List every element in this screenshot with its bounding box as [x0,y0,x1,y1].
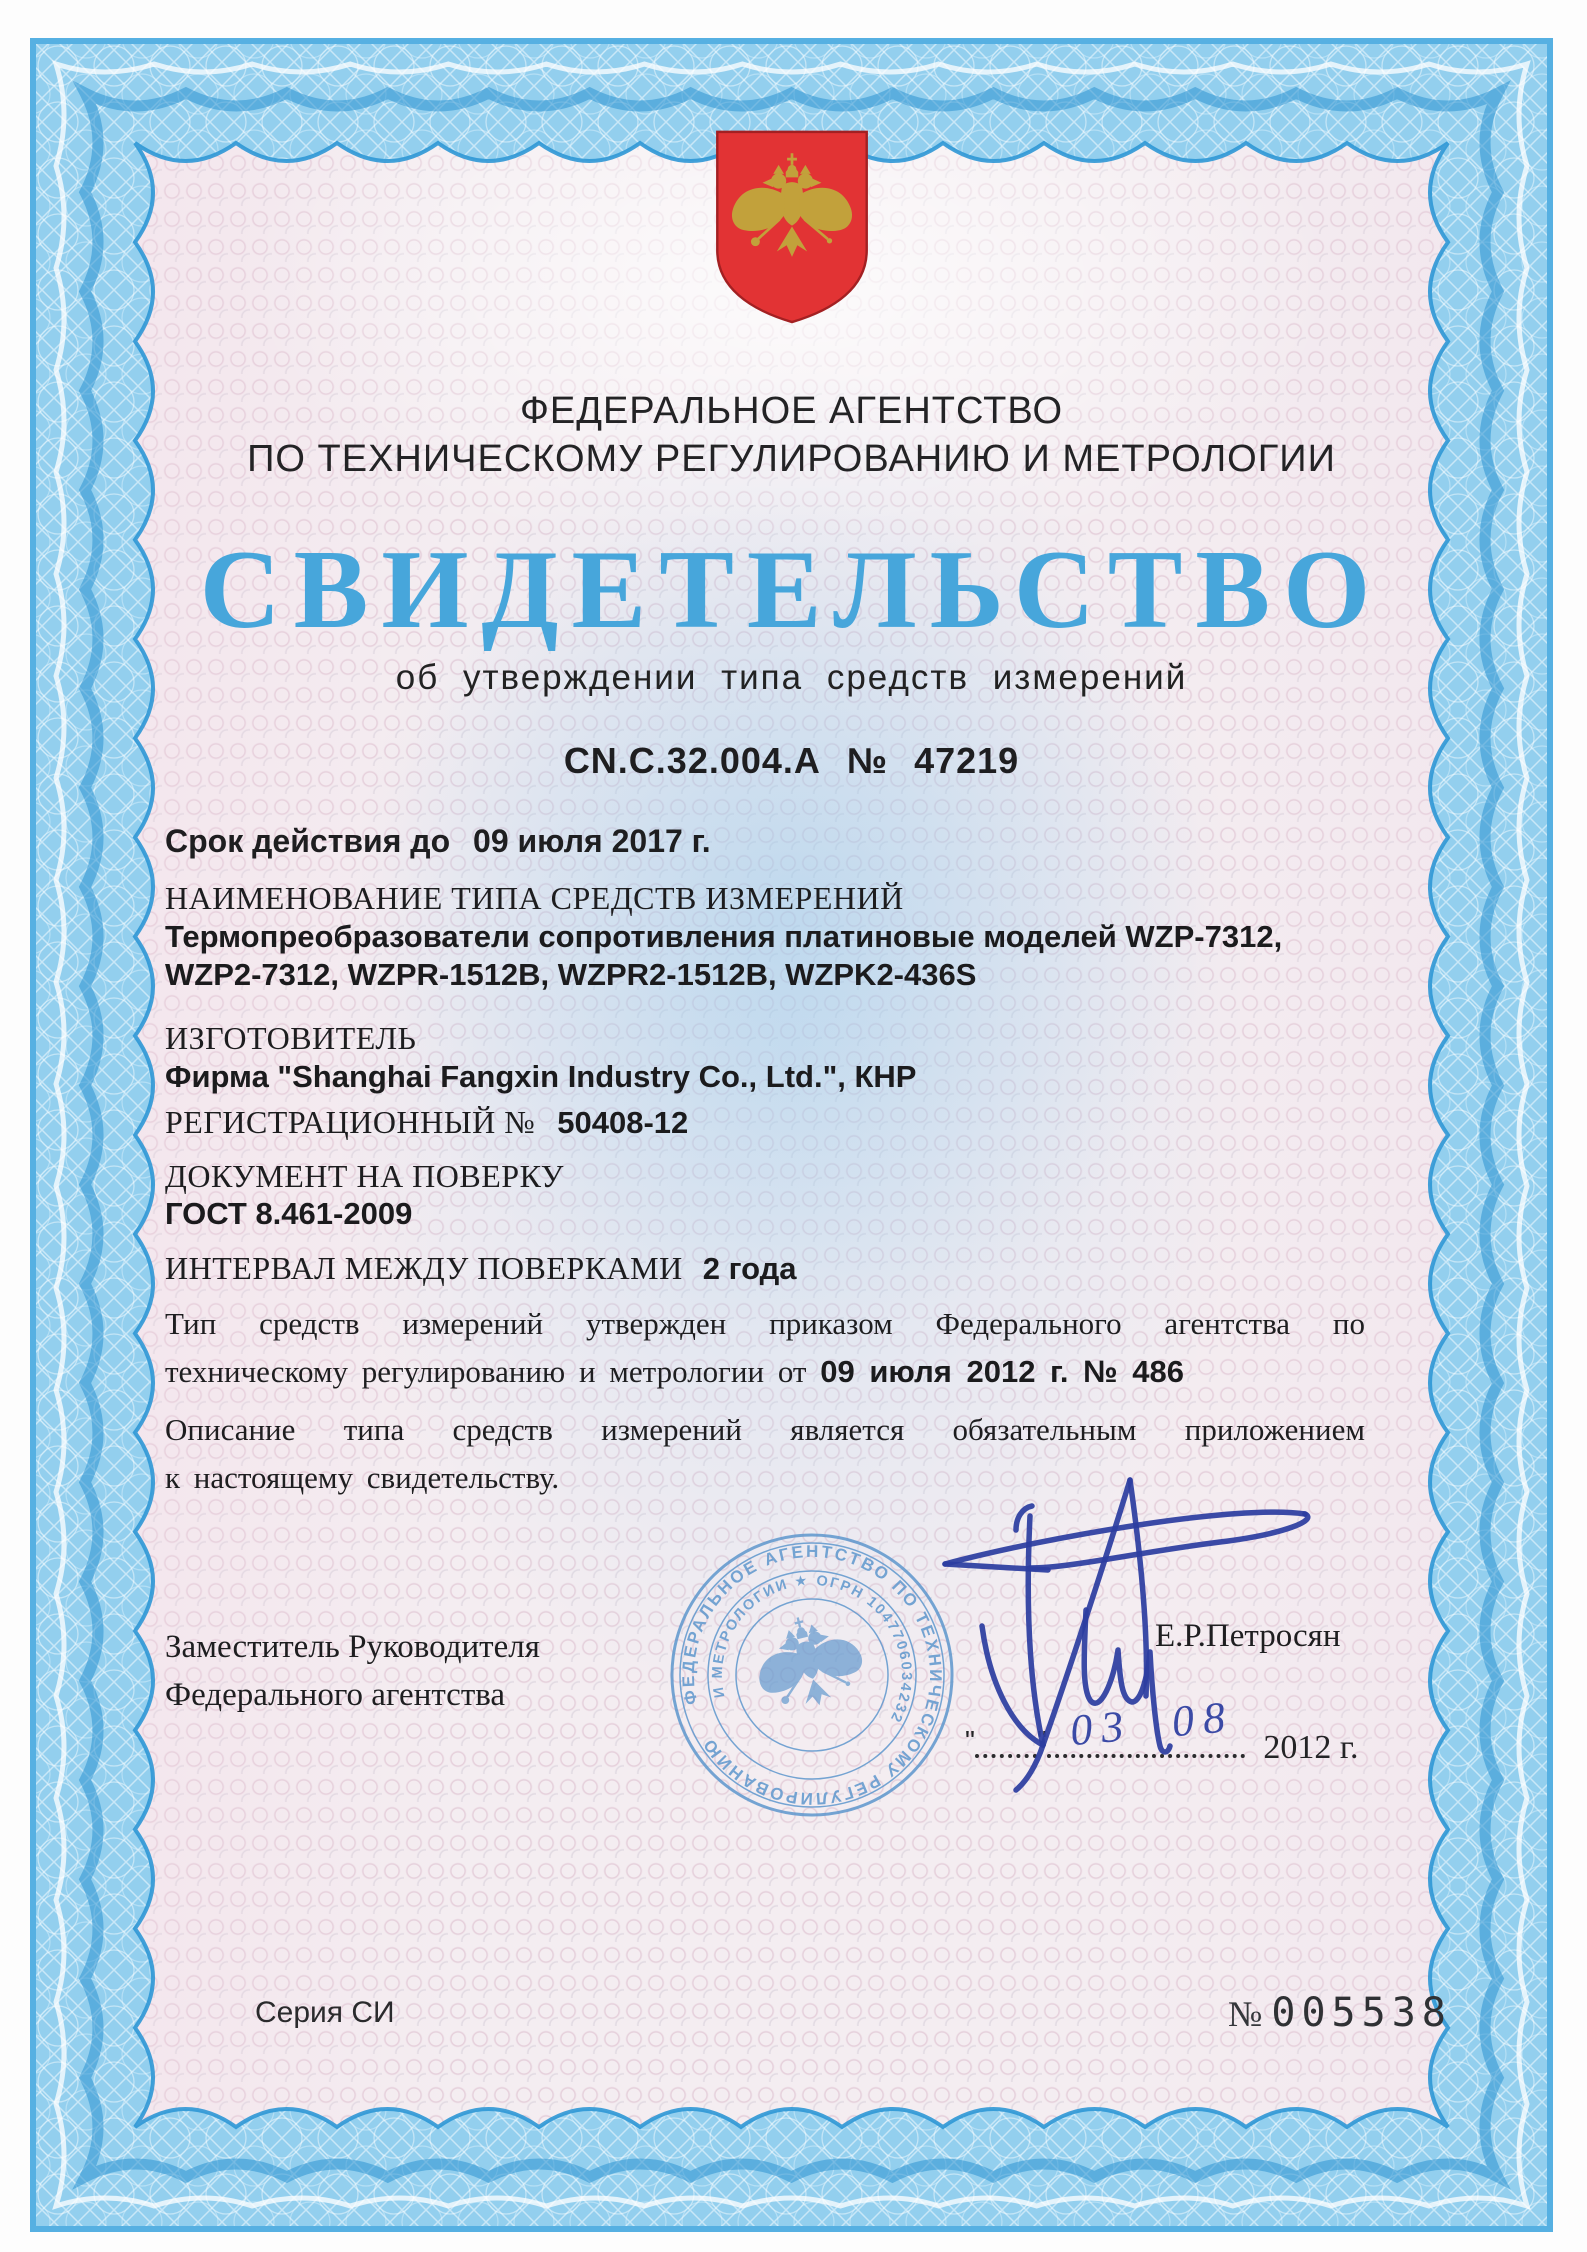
validity-date: 09 июля 2017 г. [473,823,711,859]
signer-title-line1: Заместитель Руководителя [165,1629,540,1665]
stamp-ring-outer-text: ФЕДЕРАЛЬНОЕ АГЕНТСТВО ПО ТЕХНИЧЕСКОМУ РЕГУЛИРОВАНИЮ [678,1541,946,1809]
date-dots-short [975,1724,1037,1758]
open-quote: " [965,1725,975,1756]
agency-name-line2: ПО ТЕХНИЧЕСКОМУ РЕГУЛИРОВАНИЮ И МЕТРОЛОГИИ [247,438,1336,480]
date-dots-long [1047,1724,1245,1758]
annex-paragraph [165,1406,1365,1502]
signer-title-line2: Федерального агентства [165,1677,506,1713]
form-number-line [1228,1990,1452,2036]
registration-line [165,1104,1365,1141]
approval-line2-text: техническому регулированию и метрологии от [165,1354,807,1389]
verification-doc-label: ДОКУМЕНТ НА ПОВЕРКУ [165,1158,564,1194]
registration-value: 50408-12 [557,1105,689,1140]
type-name-line2: WZP2-7312, WZPR-1512B, WZPR2-1512B, WZPK2-436S [165,957,977,992]
date-line [965,1724,1359,1767]
annex-line1: Описание типа средств измерений является обязательным приложением [165,1412,1365,1447]
manufacturer-label: ИЗГОТОВИТЕЛЬ [165,1020,417,1056]
russia-coat-of-arms-icon [714,128,870,324]
type-name-label: НАИМЕНОВАНИЕ ТИПА СРЕДСТВ ИЗМЕРЕНИЙ [165,880,904,916]
signer-title [165,1623,540,1719]
manufacturer-value: Фирма "Shanghai Fangxin Industry Co., Ltd.", КНР [165,1059,917,1094]
close-quote: " [1036,1725,1047,1756]
verification-interval-value: 2 года [702,1251,797,1286]
document-number-line [30,740,1553,782]
verification-doc-value: ГОСТ 8.461-2009 [165,1196,413,1231]
certificate-subtitle: об утверждении типа средств измерений [395,658,1188,697]
certificate-content [30,38,1553,2232]
form-number-sign: № [1228,1994,1263,2034]
validity-line [165,823,1365,860]
approval-order-ref: 09 июля 2012 г. № 486 [820,1354,1184,1389]
validity-label: Срок действия до [165,823,451,859]
type-name-value [165,918,1365,994]
agency-name-line1: ФЕДЕРАЛЬНОЕ АГЕНТСТВО [519,390,1064,432]
annex-line2: к настоящему свидетельству. [165,1460,560,1495]
registration-label: РЕГИСТРАЦИОННЫЙ № [165,1104,536,1140]
approval-paragraph [165,1300,1365,1396]
type-name-line1: Термопреобразователи сопротивления платиновые моделей WZP-7312, [165,919,1283,954]
document-code: CN.C.32.004.A [563,740,821,781]
approval-line1: Тип средств измерений утвержден приказом Федерального агентства по [165,1306,1365,1341]
handwritten-date: 03 08 [1068,1691,1236,1756]
signer-name: Е.Р.Петросян [1155,1618,1341,1654]
stamp-ring-inner-text: И МЕТРОЛОГИИ ★ ОГРН 1047706034232 [709,1572,915,1726]
document-number: 47219 [914,740,1020,781]
verification-interval-line [165,1250,1365,1287]
number-sign: № [846,740,889,781]
certificate-title: СВИДЕТЕЛЬСТВО [199,528,1384,652]
form-number: 005538 [1271,1990,1452,2036]
certificate [30,38,1553,2232]
series-label: Серия СИ [255,1996,395,2029]
verification-interval-label: ИНТЕРВАЛ МЕЖДУ ПОВЕРКАМИ [165,1250,683,1286]
date-year: 2012 г. [1263,1729,1359,1766]
approval-line2 [165,1348,1365,1396]
